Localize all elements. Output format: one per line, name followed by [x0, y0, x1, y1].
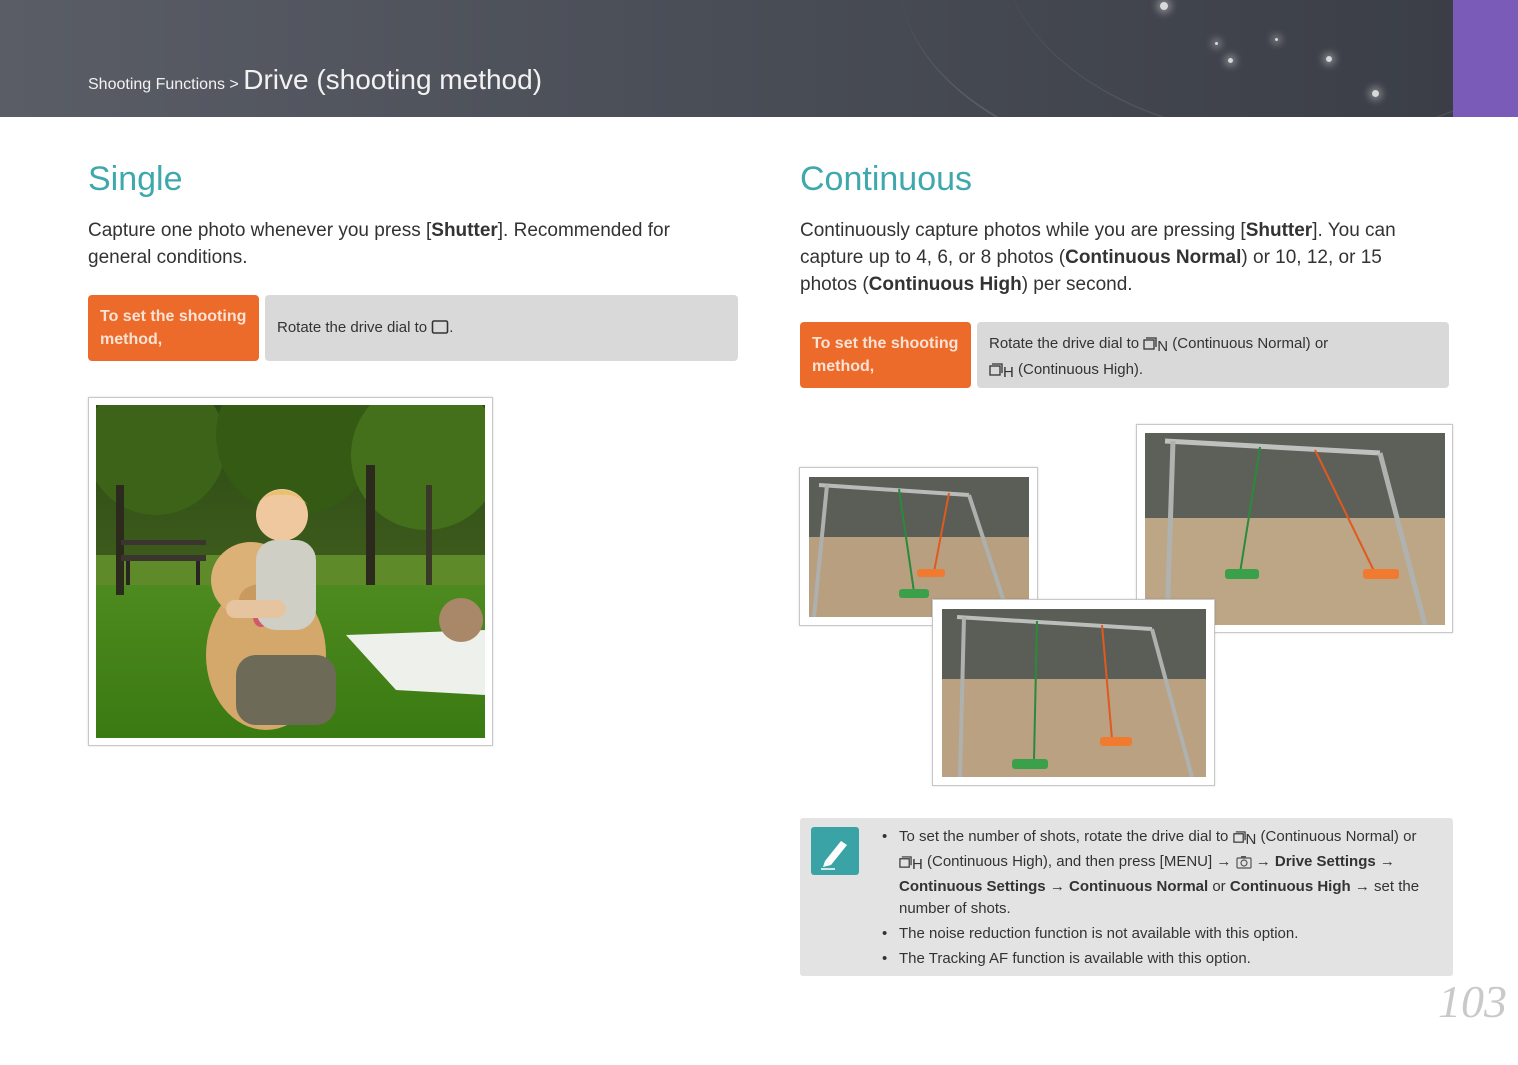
photo-boy-with-dog [96, 405, 485, 738]
note-item: • The noise reduction function is not available with this option. [882, 923, 1442, 945]
single-description: Capture one photo whenever you press [Shutter]. Recommended for general conditions. [88, 220, 670, 268]
header-sparkle [1215, 42, 1218, 45]
continuous-normal-icon: N [1233, 829, 1257, 851]
single-instruction-text: Rotate the drive dial to . [265, 295, 738, 361]
single-instruction-label: To set the shooting method, [88, 295, 259, 361]
breadcrumb [88, 64, 542, 96]
continuous-section-title: Continuous [800, 160, 973, 198]
continuous-instruction-text: Rotate the drive dial to N (Continuous Normal) or H (Continuous High). [977, 322, 1449, 388]
menu-button-label: MENU [1163, 853, 1208, 870]
note-item: • To set the number of shots, rotate the drive dial to N (Continuous Normal) or H (Continuous High), and then press [MENU] → → Drive Settings → Continuous Settings → Continuous Normal or Continuous High → set the number of shots. [882, 826, 1442, 920]
continuous-example-photo-3 [932, 599, 1215, 786]
single-example-photo [88, 397, 493, 746]
header-sparkle [1372, 90, 1379, 97]
continuous-instruction-label: To set the shooting method, [800, 322, 971, 388]
continuous-high-icon: H [899, 854, 923, 876]
page-header-banner [0, 0, 1518, 117]
camera-icon [1236, 854, 1252, 876]
pen-note-icon [811, 827, 859, 875]
header-sparkle [1160, 2, 1168, 10]
page-number: 103 [1438, 976, 1507, 1027]
header-sparkle [1228, 58, 1233, 63]
photo-swing-set [809, 477, 1029, 617]
chapter-tab[interactable] [1453, 0, 1518, 117]
continuous-normal-icon: N [1143, 335, 1168, 358]
continuous-description: Continuously capture photos while you are pressing [Shutter]. You can capture up to 4, 6, or 8 photos (Continuous Normal) or 10, 12, or 15 photos (Continuous High) per second. [800, 220, 1396, 295]
continuous-high-icon: H [989, 361, 1014, 384]
breadcrumb-parent[interactable]: Shooting Functions > [88, 76, 239, 93]
note-box [800, 818, 1453, 976]
single-drive-icon [431, 319, 449, 335]
header-sparkle [1326, 56, 1332, 62]
note-item: • The Tracking AF function is available with this option. [882, 948, 1442, 970]
note-list [882, 826, 1442, 973]
header-sparkle [1275, 38, 1278, 41]
page-title: Drive (shooting method) [243, 64, 543, 95]
photo-swing-set [942, 609, 1206, 777]
single-section-title: Single [88, 160, 183, 198]
photo-swing-set [1145, 433, 1445, 625]
